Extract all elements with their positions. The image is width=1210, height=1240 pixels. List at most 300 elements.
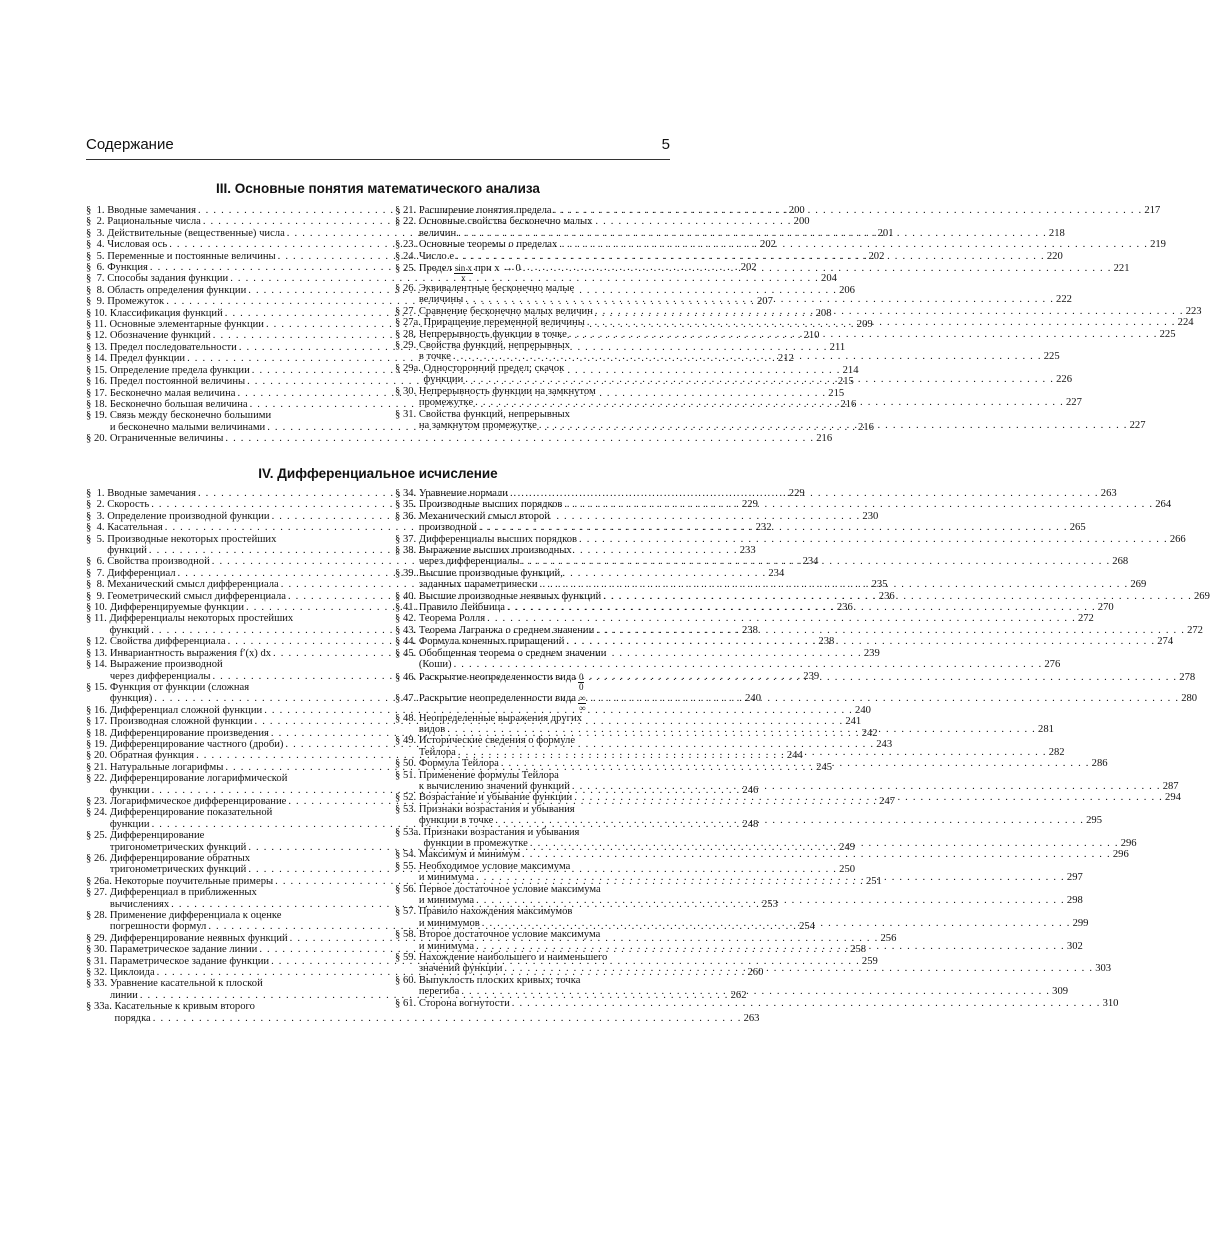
dot-leader bbox=[465, 374, 1054, 388]
entry-title: Основные свойства бесконечно малых bbox=[418, 216, 593, 228]
page-ref: 244 bbox=[786, 750, 803, 762]
toc-entry bbox=[395, 533, 1186, 545]
page-ref: 239 bbox=[803, 670, 820, 682]
section-number: § 18. bbox=[86, 727, 110, 739]
section-number: § 12. bbox=[86, 330, 110, 342]
entry-title: Вводные замечания bbox=[107, 205, 196, 216]
entry-line bbox=[418, 533, 1186, 545]
section-number: § 27. bbox=[395, 305, 419, 317]
page-ref: 225 bbox=[1043, 351, 1060, 363]
entry-title: Выражение производной bbox=[109, 659, 223, 671]
entry-title: Дифференциал bbox=[107, 567, 176, 579]
section-number: § 16. bbox=[86, 376, 110, 388]
section-number: § 34. bbox=[395, 488, 419, 499]
section-number: § 31. bbox=[86, 955, 110, 967]
entry-title: Непрерывность функции на замкнутом bbox=[418, 385, 596, 397]
page-ref: 310 bbox=[1102, 997, 1119, 1009]
entry-title: Основные теоремы о пределах bbox=[418, 239, 558, 251]
entry-line bbox=[419, 283, 651, 294]
entry-title: Дифференцирование обратных bbox=[109, 853, 251, 864]
section-number: § 4. bbox=[86, 239, 108, 251]
section-number: § 13. bbox=[86, 647, 110, 659]
entry-title: Применение дифференциала к оценке bbox=[109, 910, 282, 922]
dot-leader bbox=[501, 758, 1090, 769]
section-number: § 5. bbox=[86, 533, 108, 545]
entry-title: Область определения функции bbox=[107, 284, 247, 296]
entry-body bbox=[418, 533, 1186, 545]
section-number: § 33а. bbox=[86, 1001, 115, 1013]
fraction-denominator: 0 bbox=[578, 681, 584, 692]
entry-title: Касательная bbox=[107, 522, 163, 534]
entry-line bbox=[110, 773, 342, 784]
section-number: § 25. bbox=[395, 263, 419, 275]
section-number: § 49. bbox=[395, 735, 419, 747]
header-rule bbox=[86, 159, 670, 160]
entry-line bbox=[110, 682, 342, 693]
dot-leader bbox=[495, 815, 1084, 826]
entry-title: Нахождение наибольшего и наименьшего bbox=[418, 952, 608, 964]
entry-title: линии bbox=[109, 989, 138, 1001]
entry-title: Бесконечно малая величина bbox=[109, 387, 236, 399]
fraction-denominator: x bbox=[461, 273, 466, 284]
section-number: § 41. bbox=[395, 602, 419, 614]
section-number: § 7. bbox=[86, 567, 108, 579]
entry-title: Непрерывность функции в точке bbox=[418, 328, 567, 340]
page-ref: 241 bbox=[845, 716, 862, 728]
entry-title: и бесконечно малыми величинами bbox=[109, 421, 266, 433]
entry-line bbox=[110, 807, 342, 818]
entry-title: Действительные (вещественные) числа bbox=[107, 227, 285, 239]
entry-body bbox=[418, 849, 1129, 861]
section-number: § 23. bbox=[86, 795, 110, 807]
indeterminate-fraction bbox=[578, 694, 586, 713]
entry-title: Производные некоторых простейших bbox=[107, 533, 277, 545]
section-number: § 20. bbox=[86, 433, 110, 445]
page-ref: 227 bbox=[1065, 397, 1082, 409]
entry-title: Расширение понятия предела bbox=[418, 205, 552, 216]
page-ref: 295 bbox=[1086, 815, 1102, 827]
entry-title: Вводные замечания bbox=[107, 488, 196, 499]
entry-title: Циклоида bbox=[109, 967, 155, 979]
entry-line bbox=[424, 827, 651, 838]
page-ref: 245 bbox=[816, 761, 833, 773]
section-number: § 8. bbox=[86, 579, 108, 591]
entry-title: Скорость bbox=[107, 499, 150, 511]
section-number: § 57. bbox=[395, 906, 419, 918]
entry-title: Максимум и минимум bbox=[418, 849, 521, 861]
page-ref: 202 bbox=[760, 239, 776, 251]
entry-body bbox=[107, 273, 837, 285]
entry-line bbox=[109, 704, 871, 716]
entry-title: функций bbox=[107, 545, 147, 557]
section-number: § 26. bbox=[86, 853, 110, 864]
section-number: § 24. bbox=[395, 250, 419, 262]
entry-line bbox=[419, 861, 651, 872]
entry-title: Предел последовательности bbox=[109, 341, 237, 353]
page-ref: 282 bbox=[1048, 746, 1065, 758]
dot-leader bbox=[458, 228, 1047, 239]
entry-line bbox=[419, 386, 651, 397]
section-number: § 36. bbox=[395, 510, 419, 522]
dot-leader bbox=[453, 351, 1042, 365]
dot-leader bbox=[590, 692, 1179, 705]
entry-title: (Коши) bbox=[418, 659, 452, 671]
entry-line bbox=[419, 770, 651, 781]
section-number: § 14. bbox=[86, 659, 110, 671]
section-number: § 9. bbox=[86, 296, 108, 308]
dot-leader bbox=[510, 488, 1099, 499]
section-number: § 55. bbox=[395, 860, 419, 872]
entry-title: погрешности формул bbox=[109, 921, 207, 933]
entry-line bbox=[419, 713, 651, 724]
toc-entry bbox=[86, 704, 871, 716]
entry-line bbox=[424, 363, 651, 374]
section-number: § 19. bbox=[86, 410, 110, 422]
entry-body bbox=[418, 997, 1119, 1009]
entry-title: Уравнение нормали bbox=[418, 488, 508, 499]
section-number: § 53а. bbox=[395, 826, 424, 838]
entry-title: Дифференцирование показательной bbox=[109, 807, 273, 819]
entry-title: Неопределенные выражения других bbox=[418, 712, 582, 724]
dot-leader bbox=[572, 781, 1161, 792]
section-number: § 3. bbox=[86, 227, 108, 239]
entry-title: Предел постоянной величины bbox=[109, 376, 246, 388]
entry-title: величины bbox=[418, 294, 464, 306]
page-ref: 270 bbox=[1097, 602, 1114, 614]
entry-line bbox=[114, 1012, 760, 1024]
entry-title: Промежуток bbox=[107, 296, 165, 308]
page-ref: 274 bbox=[1157, 636, 1174, 648]
section-number: § 61. bbox=[395, 997, 419, 1009]
section-number: § 27. bbox=[86, 887, 110, 899]
page-ref: 234 bbox=[768, 567, 785, 579]
page-ref: 239 bbox=[863, 647, 880, 659]
section-number: § 56. bbox=[395, 883, 419, 895]
section-number: § 20. bbox=[86, 750, 110, 762]
page-ref: 230 bbox=[862, 510, 879, 522]
entry-title: Возрастание и убывание функции bbox=[418, 792, 573, 804]
entry-title: Определение предела функции bbox=[109, 364, 250, 376]
entry-title: Теорема Ролля bbox=[418, 613, 486, 625]
entry-title: Односторонний предел; скачок bbox=[423, 362, 565, 374]
section-number: § 38. bbox=[395, 545, 419, 557]
page-ref: 276 bbox=[1044, 659, 1061, 671]
section-number: § 12. bbox=[86, 636, 110, 648]
entry-title: Некоторые поучительные примеры bbox=[114, 875, 274, 887]
page-ref: 224 bbox=[1177, 317, 1194, 329]
entry-title: Переменные и постоянные величины bbox=[107, 250, 276, 262]
section-number: § 2. bbox=[86, 499, 108, 511]
dot-leader bbox=[475, 397, 1064, 408]
dot-leader bbox=[476, 895, 1065, 906]
section-number: § 10. bbox=[86, 307, 110, 319]
entry-line bbox=[115, 1001, 342, 1012]
entry-line bbox=[419, 884, 651, 895]
entry-line bbox=[419, 409, 651, 420]
entry-title: и минимума bbox=[418, 872, 475, 884]
entry-title: Дифференцирование логарифмической bbox=[109, 773, 288, 785]
page-ref: 268 bbox=[1112, 556, 1129, 568]
entry-line bbox=[419, 545, 651, 556]
entry-title: в точке bbox=[418, 351, 451, 363]
entry-title: Связь между бесконечно большими bbox=[109, 410, 272, 422]
page-ref: 225 bbox=[1159, 328, 1176, 340]
entry-title: Бесконечно большая величина bbox=[109, 398, 248, 410]
dot-leader bbox=[587, 317, 1176, 331]
entry-title: и минимумов bbox=[418, 917, 480, 929]
entry-line bbox=[419, 511, 651, 522]
entry-title: Предел bbox=[418, 263, 452, 275]
entry-title: Определение производной функции bbox=[107, 510, 270, 522]
page-ref: 222 bbox=[1056, 294, 1072, 306]
entry-title: через дифференциалы bbox=[418, 556, 520, 568]
page-ref: 246 bbox=[742, 784, 759, 796]
entry-title: Функция bbox=[107, 262, 148, 274]
page-ref: 259 bbox=[861, 955, 878, 967]
section-number: § 46. bbox=[395, 671, 419, 683]
entry-title: Теорема Лагранжа о среднем значении bbox=[418, 624, 595, 636]
entry-title: функции bbox=[109, 818, 150, 830]
section-number: § 33. bbox=[86, 978, 110, 990]
entry-title: порядка bbox=[114, 1012, 151, 1024]
indeterminate-fraction bbox=[578, 673, 585, 692]
entry-title: Дифференциалы некоторых простейших bbox=[109, 613, 294, 625]
page-ref: 218 bbox=[1048, 227, 1065, 239]
dot-leader bbox=[595, 306, 1184, 317]
section-number: § 17. bbox=[86, 716, 110, 728]
entry-title: Свойства дифференциала bbox=[109, 636, 226, 648]
section-number: § 8. bbox=[86, 284, 108, 296]
dot-leader bbox=[458, 747, 1047, 758]
dot-leader bbox=[559, 239, 1148, 250]
section-number: § 31. bbox=[395, 408, 419, 420]
entry-title: функции bbox=[423, 374, 464, 386]
page-ref: 294 bbox=[1165, 792, 1181, 804]
page-ref: 217 bbox=[1144, 205, 1161, 216]
section-number: § 15. bbox=[86, 364, 110, 376]
entry-title: Рациональные числа bbox=[107, 216, 201, 228]
entry-title: Параметрическое задание функции bbox=[109, 955, 270, 967]
page-ref: 251 bbox=[865, 875, 882, 887]
page-ref: 211 bbox=[829, 341, 846, 353]
page-ref: 256 bbox=[880, 932, 897, 944]
page-ref: 263 bbox=[743, 1012, 760, 1024]
page-ref: 216 bbox=[840, 398, 857, 410]
dot-leader bbox=[454, 659, 1043, 670]
entry-title: Параметрическое задание линии bbox=[109, 944, 258, 956]
dot-leader bbox=[487, 613, 1076, 624]
dot-leader bbox=[579, 534, 1168, 545]
dot-leader bbox=[447, 724, 1036, 735]
entry-title: Высшие производные функций, bbox=[418, 567, 563, 579]
section-number: § 6. bbox=[86, 556, 108, 568]
page-ref: 200 bbox=[788, 205, 805, 216]
entry-title: Инвариантность выражения f′(x) dx bbox=[109, 647, 272, 659]
entry-title: и минимума bbox=[418, 940, 475, 952]
entry-line bbox=[419, 735, 651, 746]
entry-title: Касательные к кривым второго bbox=[114, 1001, 255, 1013]
entry-title: Натуральные логарифмы bbox=[109, 761, 224, 773]
section-number: § 13. bbox=[86, 341, 110, 353]
page-ref: 302 bbox=[1066, 940, 1083, 952]
page-ref: 207 bbox=[757, 296, 773, 308]
running-head bbox=[86, 132, 670, 160]
entry-title: Тейлора bbox=[418, 746, 456, 758]
entry-title: Формула конечных приращений bbox=[418, 636, 565, 648]
section-number: § 10. bbox=[86, 602, 110, 614]
section-number: § 7. bbox=[86, 273, 108, 285]
page-ref: 238 bbox=[742, 624, 758, 636]
entry-title: тригонометрических функций bbox=[109, 841, 247, 853]
page-ref: 272 bbox=[1077, 613, 1094, 625]
page-ref: 303 bbox=[1095, 963, 1112, 975]
section-number: § 22. bbox=[395, 216, 419, 228]
page-ref: 221 bbox=[1113, 263, 1130, 275]
entry-line bbox=[418, 997, 1119, 1009]
page-ref: 226 bbox=[1056, 374, 1072, 386]
section-number: § 14. bbox=[86, 353, 110, 365]
page-ref: 248 bbox=[742, 818, 759, 830]
running-head-title: Содержание bbox=[86, 136, 174, 153]
entry-line bbox=[110, 853, 342, 864]
section-number: § 42. bbox=[395, 613, 419, 625]
page-ref: 278 bbox=[1179, 671, 1196, 683]
entry-title: Эквивалентные бесконечно малые bbox=[418, 283, 575, 295]
dot-leader bbox=[465, 294, 1054, 308]
entry-title: Правило нахождения максимумов bbox=[418, 906, 573, 918]
entry-title: Применение формулы Тейлора bbox=[418, 769, 559, 781]
section-number: § 29а. bbox=[395, 362, 424, 374]
page-ref: 227 bbox=[1129, 419, 1146, 431]
entry-title: перегиба bbox=[418, 986, 460, 998]
fraction-numerator: ∞ bbox=[578, 692, 586, 703]
entry-title: Уравнение касательной к плоской bbox=[109, 978, 263, 990]
page-ref: 309 bbox=[1052, 986, 1069, 998]
fraction-numerator: sin x bbox=[454, 263, 472, 274]
section-number: § 11. bbox=[86, 319, 110, 331]
entry-title: тригонометрических функций bbox=[109, 864, 247, 876]
section-number: § 5. bbox=[86, 250, 108, 262]
page-ref: 297 bbox=[1066, 872, 1083, 884]
page-ref: 236 bbox=[836, 602, 853, 614]
page-ref: 236 bbox=[878, 590, 895, 602]
entry-title: Свойства функций, непрерывных bbox=[418, 340, 570, 352]
entry-line bbox=[419, 975, 651, 986]
section-number: § 18. bbox=[86, 398, 110, 410]
entry-line bbox=[110, 910, 342, 921]
toc-entry bbox=[86, 433, 833, 445]
entry-title: Раскрытие неопределенности вида bbox=[418, 671, 576, 683]
page-ref: 250 bbox=[839, 864, 856, 876]
entry-title: функции bbox=[109, 784, 150, 796]
entry-title: к вычислению значений функций bbox=[418, 780, 570, 792]
entry-title: Свойства производной bbox=[107, 556, 210, 568]
fraction-numerator: 0 bbox=[578, 671, 584, 682]
toc-entry bbox=[395, 997, 1119, 1009]
entry-title: Признаки возрастания и убывания bbox=[418, 803, 575, 815]
dot-leader bbox=[522, 849, 1111, 860]
page-ref: 216 bbox=[858, 421, 874, 433]
entry-title: Обратная функция bbox=[109, 750, 195, 762]
page-ref: 208 bbox=[815, 307, 832, 319]
page-ref: 281 bbox=[1038, 723, 1054, 735]
section-number: § 4. bbox=[86, 522, 108, 534]
entry-line bbox=[419, 804, 651, 815]
section-number: § 44. bbox=[395, 636, 419, 648]
entry-title: Геометрический смысл дифференциала bbox=[107, 590, 286, 602]
entry-title: функция) bbox=[109, 693, 153, 705]
page-ref: 296 bbox=[1112, 849, 1129, 861]
entry-title: Число e bbox=[418, 250, 455, 262]
entry-title: Производные высших порядков bbox=[418, 499, 563, 511]
dot-leader bbox=[554, 205, 1143, 216]
page-ref: 201 bbox=[877, 227, 894, 239]
toc-entry bbox=[86, 273, 837, 285]
section-number: § 22. bbox=[86, 773, 110, 785]
section-number: § 53. bbox=[395, 803, 419, 815]
page-ref: 206 bbox=[839, 284, 855, 296]
page-ref: 287 bbox=[1162, 780, 1179, 792]
chapter-title: III. Основные понятия математического анализа bbox=[216, 181, 540, 196]
section-number: § 30. bbox=[86, 944, 110, 956]
entry-title: через дифференциалы bbox=[109, 670, 211, 682]
section-number: § 37. bbox=[395, 533, 419, 545]
entry-line bbox=[419, 952, 651, 963]
entry-line bbox=[418, 659, 1061, 671]
dot-leader bbox=[530, 838, 1119, 849]
dot-leader bbox=[564, 499, 1153, 510]
entry-title: Предел функции bbox=[109, 353, 186, 365]
entry-line bbox=[110, 410, 342, 421]
dot-leader bbox=[539, 420, 1128, 431]
page-ref: 298 bbox=[1066, 895, 1083, 906]
entry-title: Правило Лейбница bbox=[418, 602, 505, 614]
entry-line bbox=[419, 906, 651, 917]
section-number: § 21. bbox=[86, 761, 110, 773]
section-number: § 17. bbox=[86, 387, 110, 399]
page-ref: 204 bbox=[821, 273, 837, 285]
chapter-title: IV. Дифференциальное исчисление bbox=[258, 466, 498, 481]
section-number: § 47. bbox=[395, 692, 419, 704]
entry-title: Способы задания функции bbox=[107, 273, 229, 285]
entry-title: производной bbox=[418, 522, 477, 534]
section-number: § 45. bbox=[395, 647, 419, 659]
section-number: § 58. bbox=[395, 929, 419, 941]
entry-title: видов bbox=[418, 723, 446, 735]
entry-line bbox=[418, 613, 1094, 625]
section-number: § 40. bbox=[395, 590, 419, 602]
dot-leader bbox=[507, 602, 1096, 613]
entry-body bbox=[418, 613, 1094, 625]
page-ref: 215 bbox=[828, 387, 845, 399]
dot-leader bbox=[512, 998, 1101, 1009]
section-number: § 27а. bbox=[395, 317, 424, 329]
entry-body bbox=[109, 704, 871, 716]
entry-line bbox=[419, 340, 651, 351]
section-number: § 15. bbox=[86, 681, 110, 693]
page-ref: 299 bbox=[1072, 917, 1089, 929]
entry-title: Выражение высших производных bbox=[418, 545, 572, 557]
entry-title: Дифференциал сложной функции bbox=[109, 704, 263, 716]
entry-title: Признаки возрастания и убывания bbox=[423, 826, 580, 838]
page-ref: 223 bbox=[1185, 305, 1202, 317]
entry-line bbox=[107, 273, 837, 285]
entry-title: Первое достаточное условие максимума bbox=[418, 883, 601, 895]
entry-title: Раскрытие неопределенности вида bbox=[418, 692, 576, 704]
section-number: § 29. bbox=[86, 932, 110, 944]
entry-title: Свойства функций, непрерывных bbox=[418, 408, 570, 420]
page-ref: 262 bbox=[730, 989, 747, 1001]
